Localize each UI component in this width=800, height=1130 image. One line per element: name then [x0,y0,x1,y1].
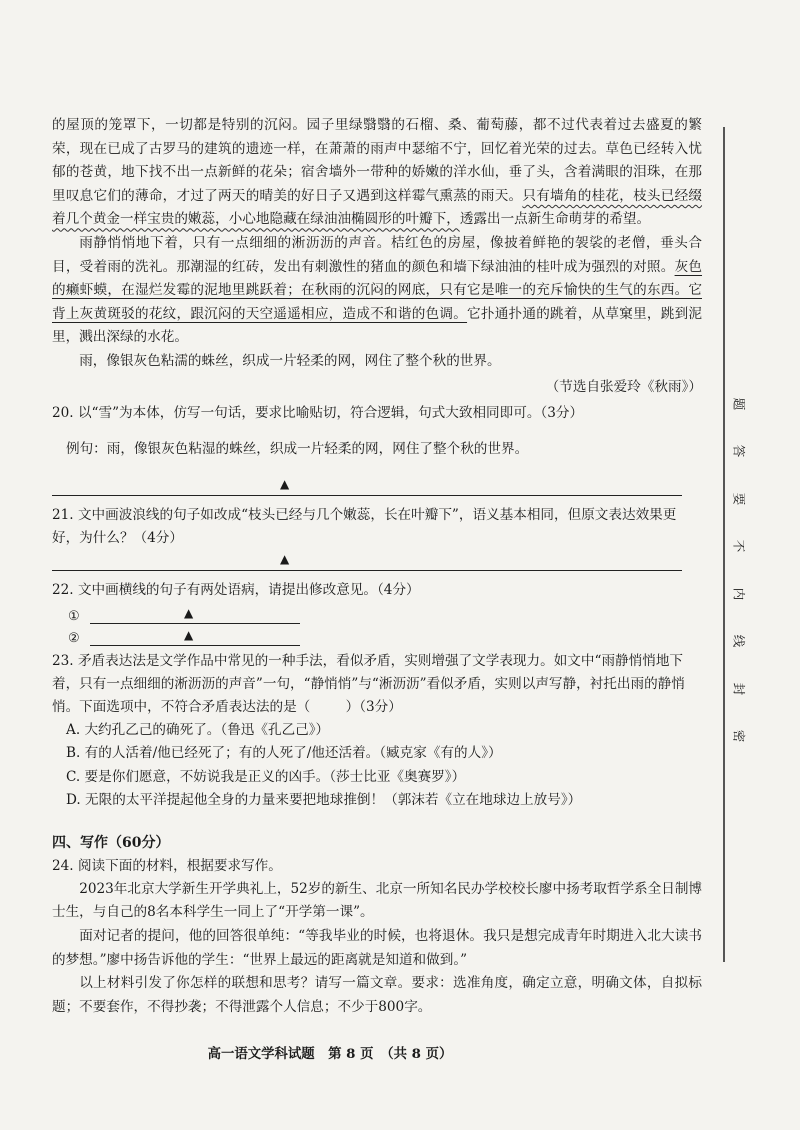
passage-paragraph-3: 雨，像银灰色粘濡的蛛丝，织成一片轻柔的网，网住了整个秋的世界。 [79,352,501,369]
margin-char: 封 [730,682,746,695]
writing-requirement: 以上材料引发了你怎样的联想和思考？请写一篇文章。要求：选准角度，确定立意，明确文体，自拟标题；不要套作，不得抄袭；不得泄露个人信息；不少于800字。 [52,975,702,1015]
passage-paragraph-2 [52,232,702,350]
question-23-option-b: B. 有的人活着/他已经死了；有的人死了/他还活着。（臧克家《有的人》） [66,745,502,762]
question-23-option-d: D. 无限的太平洋提起他全身的力量来要把地球推倒！（郭沫若《立在地球边上放号》） [66,792,582,809]
question-23-option-c: C. 要是你们愿意，不妨说我是正义的凶手。（莎士比亚《奥赛罗》） [66,768,466,785]
question-23-text-b: ）（3分） [345,698,402,715]
margin-char: 不 [730,540,746,553]
question-23-text-a: 23. 矛盾表达法是文学作品中常见的一种手法，看似矛盾，实则增强了文学表现力。如文中“雨静悄悄地下着，只有一点细细的淅沥沥的声音”一句，“静悄悄”与“淅沥沥”看似矛盾，实则以声写静，衬托出雨的静悄悄。下面选项中，不符合矛盾表达法的是（ [52,652,685,715]
margin-char: 线 [730,634,746,648]
blank-22-1[interactable] [90,606,300,624]
answer-marker-icon: ▲ [280,476,290,491]
answer-line-22-2[interactable] [68,624,702,646]
writing-section-heading: 四、写作（60分） [52,834,170,851]
blank-number-2: ② [68,630,80,646]
question-21: 21. 文中画波浪线的句子如改成“枝头已经与几个嫩蕊，长在叶瓣下”，语义基本相同，但原文表达效果更好，为什么？（4分） [52,506,677,546]
wavy-underlined-sentence: 只有墙角的桂花，枝头已经缀着几个黄金一样宝贵的嫩蕊，小心地隐藏在绿油油椭圆形的叶瓣下， [52,187,703,228]
answer-marker-icon: ▲ [184,627,194,642]
margin-char: 内 [730,587,746,600]
answer-marker-icon: ▲ [184,605,194,620]
answer-marker-icon: ▲ [280,551,290,566]
passage-p2-text-b: 它扑通扑通的跳着，从草窠里，跳到泥里，溅出深绿的水花。 [52,305,702,346]
writing-material-2: 面对记者的提问，他的回答很单纯：“等我毕业的时候，也将退休。我只是想完成青年时期进入北大读书的梦想。”廖中扬告诉他的学生：“世界上最远的距离就是知道和做到。” [52,927,702,968]
margin-char: 要 [730,492,746,506]
blank-number-1: ① [68,608,80,624]
answer-line-21[interactable] [52,550,682,571]
straight-underlined-sentence: 灰色的癞虾蟆，在湿烂发霉的泥地里跳跃着；在秋雨的沉闷的网底，只有它是唯一的充斥愉快的生气的东西。它背上灰黄斑驳的花纹，跟沉闷的天空遥遥相应，造成不和谐的色调。 [52,258,703,322]
blank-22-2[interactable] [90,628,300,646]
margin-char: 题 [730,397,746,411]
passage-p2-text-a: 雨静悄悄地下着，只有一点细细的淅沥沥的声音。桔红色的房屋，像披着鲜艳的袈裟的老僧，垂头合目，受着雨的洗礼。那潮湿的红砖，发出有刺激性的猪血的颜色和墙下绿油油的桂叶成为强烈的对照。 [52,234,702,275]
question-20: 20. 以“雪”为本体，仿写一句话，要求比喻贴切，符合逻辑，句式大致相同即可。（3分） [52,404,584,421]
question-24: 24. 阅读下面的材料，根据要求写作。 [52,857,282,874]
passage-paragraph-1 [52,114,702,232]
writing-material-1: 2023年北京大学新生开学典礼上，52岁的新生、北京一所知名民办学校校长廖中扬考取哲学系全日制博士生，与自己的8名本科学生一同上了“开学第一课”。 [52,880,703,921]
margin-char: 答 [730,445,746,458]
passage-p1-text-a: 的屋顶的笼罩下，一切都是特别的沉闷。园子里绿翳翳的石榴、桑、葡萄藤，都不过代表着过去盛夏的繁荣，现在已成了古罗马的建筑的遗迹一样，在萧萧的雨声中瑟缩不宁，回忆着光荣的过去。草色已经转入忧郁的苍黄，地下找不出一点新鲜的花朵；宿舍墙外一带种的娇嫩的洋水仙，垂了头，含着满眼的泪珠，在那里叹息它们的薄命，才过了两天的晴美的好日子又遇到这样霉气熏蒸的雨天。 [52,117,702,204]
page-footer: 高一语文学科试题 第 8 页 （共 8 页） [207,1046,453,1062]
binding-margin-notice [729,395,749,745]
question-22: 22. 文中画横线的句子有两处语病，请提出修改意见。（4分） [52,581,420,598]
margin-char: 密 [730,729,746,743]
question-23-option-a: A. 大约孔乙己的确死了。（鲁迅《孔乙己》） [66,721,330,738]
passage-source: （节选自张爱玲《秋雨》） [545,378,702,395]
passage-p1-text-b: 透露出一点新生命萌芽的希望。 [459,211,651,228]
answer-line-20[interactable] [52,475,682,496]
question-20-example: 例句：雨，像银灰色粘湿的蛛丝，织成一片轻柔的网，网住了整个秋的世界。 [66,441,529,458]
binding-margin-line [723,127,725,962]
exam-content [52,114,702,1019]
answer-line-22-1[interactable] [68,602,702,624]
question-23 [52,650,702,719]
